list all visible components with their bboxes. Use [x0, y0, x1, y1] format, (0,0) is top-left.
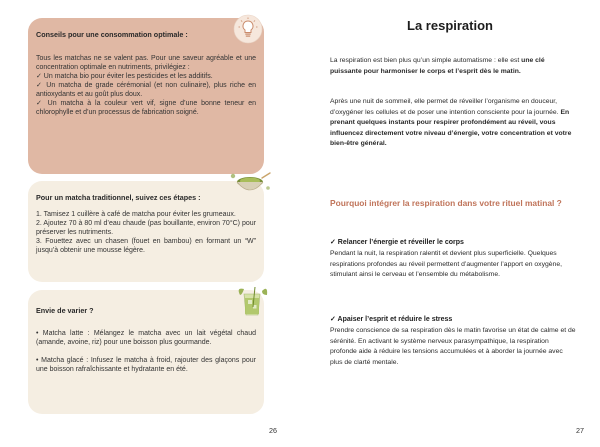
matcha-bowl-icon — [228, 170, 272, 196]
benefit-text: Prendre conscience de sa respiration dès le matin favorise un état de calme et de sérénité. En activant le système nerveux parasympathique, la respiration profonde aide à réduire les tensions accumulées et à aborder la journée avec plus de clarté mentale. — [330, 327, 576, 366]
traditional-body — [36, 210, 256, 255]
vary-title: Envie de varier ? — [36, 306, 94, 315]
page-number-right: 27 — [576, 426, 584, 435]
second-emphasis: En prenant quelques instants pour respirer profondément au réveil, vous influencez directement votre niveau d’énergie, votre concentration et votre bien-être général. — [330, 108, 572, 148]
benefit-heading: ✓ Apaiser l’esprit et réduire le stress — [330, 316, 453, 323]
section-subtitle: Pourquoi intégrer la respiration dans votre rituel matinal ? — [330, 198, 562, 208]
vary-body — [36, 329, 256, 374]
benefit-heading: ✓ Relancer l’énergie et réveiller le corps — [330, 239, 464, 246]
traditional-step: 1. Tamisez 1 cuillère à café de matcha pour éviter les grumeaux. — [36, 211, 236, 218]
vary-card — [28, 290, 264, 414]
matcha-drink-icon — [234, 285, 270, 319]
benefit-text: Pendant la nuit, la respiration ralentit et devient plus superficielle. Quelques respirations profondes au réveil permettent d’augmenter l’apport en oxygène, stimulant ainsi le cerveau et l’ensemble du métabolisme. — [330, 250, 562, 279]
vary-item: • Matcha latte : Mélangez le matcha avec un lait végétal chaud (amande, avoine, riz) pour une boisson plus gourmande. — [36, 330, 256, 346]
tips-intro: Tous les matchas ne se valent pas. Pour une saveur agréable et une concentration optimale en nutriments, privilégiez : — [36, 55, 256, 71]
intro-text: La respiration est bien plus qu’un simple automatisme : elle est — [330, 57, 522, 64]
second-text: Après une nuit de sommeil, elle permet de réveiller l’organisme en douceur, d’oxygéner les cellules et de poser une intention consciente pour la journée. — [330, 98, 561, 116]
tips-item: ✓ Un matcha à la couleur vert vif, signe d’une bonne teneur en chlorophylle et d’un processus de fabrication soigné. — [36, 100, 256, 116]
tips-title: Conseils pour une consommation optimale : — [36, 30, 188, 39]
traditional-step: 3. Fouettez avec un chasen (fouet en bambou) en formant un “W” jusqu’à obtenir une mousse légère. — [36, 238, 256, 254]
traditional-card — [28, 181, 264, 282]
page-number-left: 26 — [269, 426, 277, 435]
traditional-step: 2. Ajoutez 70 à 80 ml d’eau chaude (pas bouillante, environ 70°C) pour préserver les nutriments. — [36, 220, 256, 236]
lightbulb-icon — [233, 14, 263, 44]
tips-card — [28, 18, 264, 174]
tips-body — [36, 54, 256, 117]
tips-item: ✓ Un matcha de grade cérémonial (et non culinaire), plus riche en antioxydants et au goût plus doux. — [36, 82, 256, 98]
second-paragraph — [330, 97, 576, 150]
intro-emphasis: une clé puissante pour harmoniser le corps et l’esprit dès le matin. — [330, 57, 545, 75]
tips-item: ✓ Un matcha bio pour éviter les pesticides et les additifs. — [36, 73, 213, 80]
intro-paragraph — [330, 56, 576, 77]
traditional-title: Pour un matcha traditionnel, suivez ces étapes : — [36, 193, 201, 202]
right-page — [300, 0, 600, 447]
vary-item: • Matcha glacé : Infusez le matcha à froid, rajouter des glaçons pour une boisson rafraîchissante et hydratante en été. — [36, 357, 256, 373]
page-title: La respiration — [407, 18, 493, 33]
